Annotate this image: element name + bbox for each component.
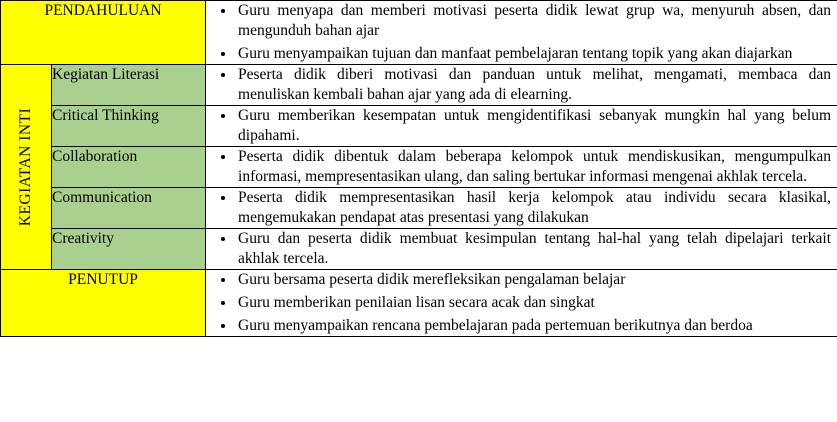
bullet-item: • Peserta didik diberi motivasi dan panduan untuk melihat, mengamati, membaca dan menuliskan kembali bahan ajar yang ada di elearning. [236,65,831,105]
bullet-item: • Guru bersama peserta didik merefleksikan pengalaman belajar [236,270,831,290]
bullet-item: • Peserta didik mempresentasikan hasil kerja kelompok atau individu secara klasikal, mengemukakan pendapat atas presentasi yang dilakukan [236,188,831,228]
inti-row-communication [1,188,837,229]
pendahuluan-title: PENDAHULUAN [1,1,206,65]
inti-row-collaboration [1,147,837,188]
penutup-title: PENUTUP [1,270,206,337]
subsection-label-literasi: Kegiatan Literasi [52,65,206,106]
bullet-item: • Guru dan peserta didik membuat kesimpulan tentang hal-hal yang telah dipelajari terkait akhlak tercela. [236,229,831,269]
pendahuluan-row [1,1,837,65]
bullet-item: • Guru menyapa dan memberi motivasi peserta didik lewat grup wa, menyuruh absen, dan mengunduh bahan ajar [236,1,831,41]
subsection-content-creativity [206,229,837,270]
subsection-label-communication: Communication [52,188,206,229]
bullet-item: • Guru memberikan penilaian lisan secara acak dan singkat [236,293,831,313]
subsection-content-collaboration [206,147,837,188]
bullet-item: • Guru menyampaikan rencana pembelajaran pada pertemuan berikutnya dan berdoa [236,316,831,336]
penutup-row [1,270,837,337]
inti-row-literasi [1,65,837,106]
subsection-label-critical-thinking: Critical Thinking [52,106,206,147]
penutup-content [206,270,837,337]
pendahuluan-list [206,1,837,64]
subsection-label-creativity: Creativity [52,229,206,270]
inti-row-creativity [1,229,837,270]
bullet-item: • Guru memberikan kesempatan untuk mengidentifikasi sebanyak mungkin hal yang belum dipahami. [236,106,831,146]
kegiatan-inti-title: KEGIATAN INTI [17,107,34,227]
subsection-content-communication [206,188,837,229]
kegiatan-inti-cell [1,65,52,270]
bullet-item: • Peserta didik dibentuk dalam beberapa kelompok untuk mendiskusikan, mengumpulkan informasi, mempresentasikan ulang, dan saling bertukar informasi mengenai akhlak tercela. [236,147,831,187]
subsection-content-critical-thinking [206,106,837,147]
inti-row-critical-thinking [1,106,837,147]
pendahuluan-content [206,1,837,65]
bullet-item: • Guru menyampaikan tujuan dan manfaat pembelajaran tentang topik yang akan diajarkan [236,44,831,64]
subsection-label-collaboration: Collaboration [52,147,206,188]
penutup-list [206,270,837,336]
subsection-content-literasi [206,65,837,106]
